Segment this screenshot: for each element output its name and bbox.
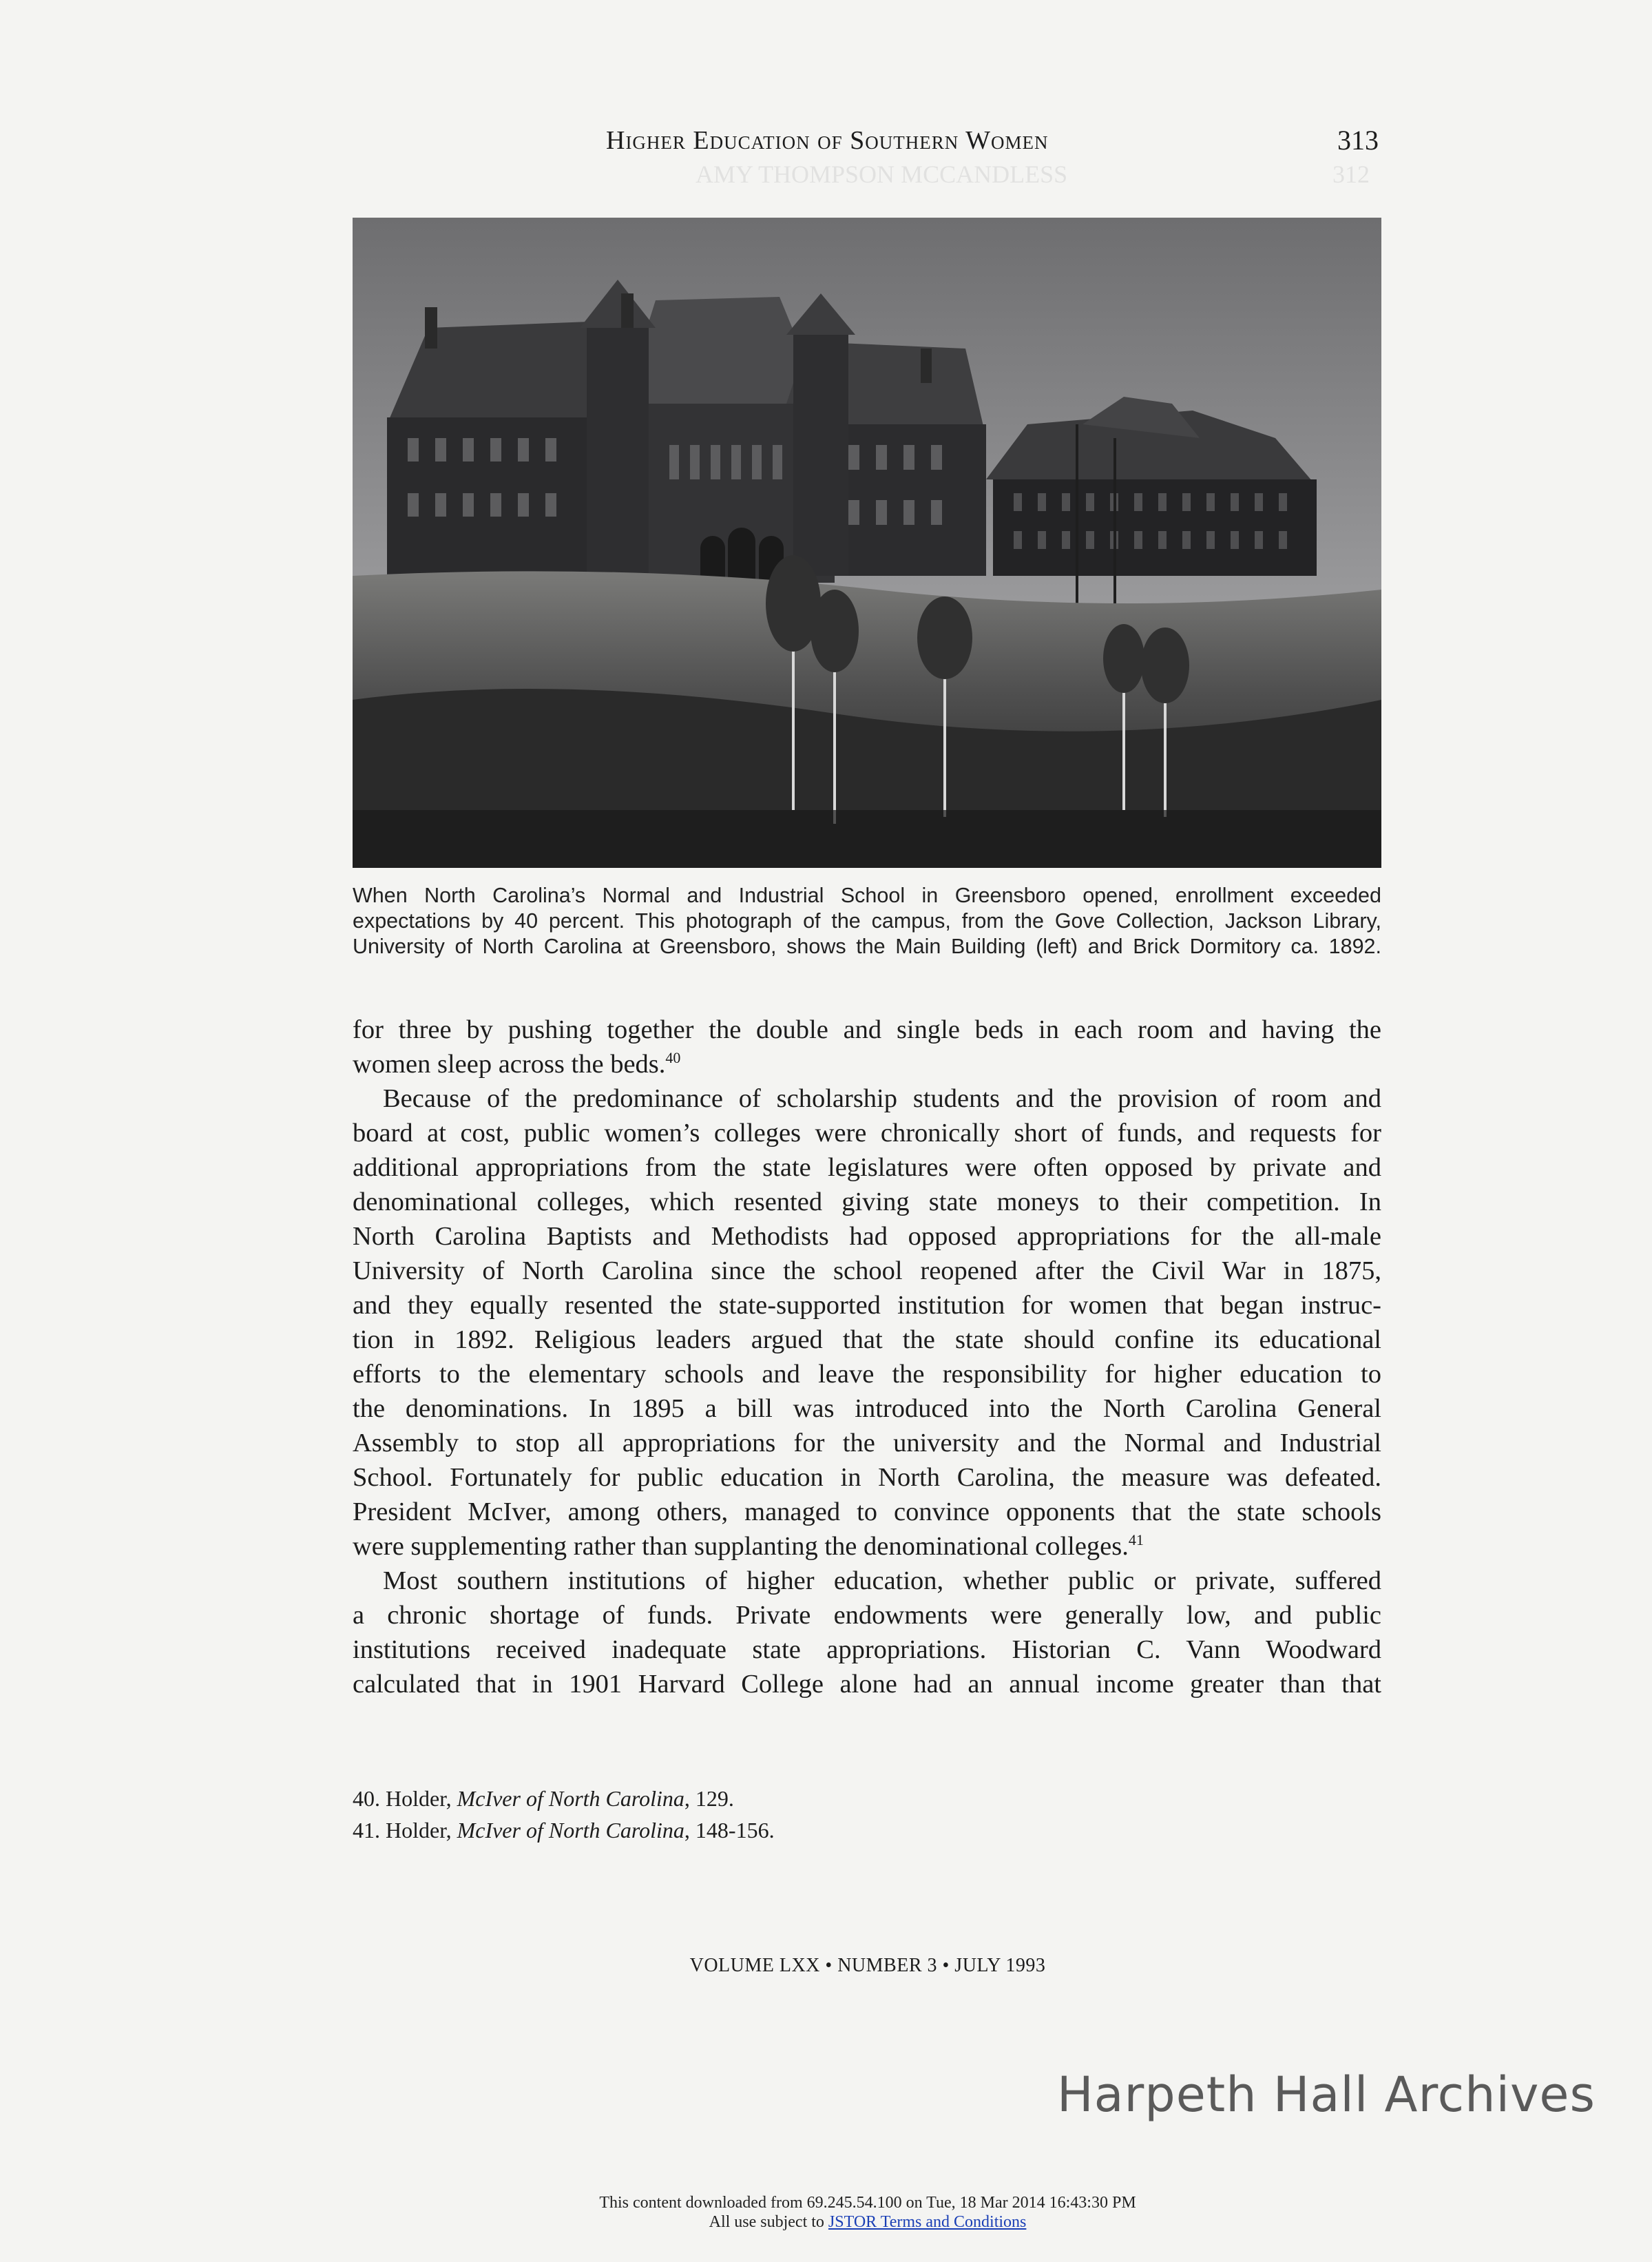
footnote-title: McIver of North Carolina	[457, 1818, 684, 1843]
body-line: Assembly to stop all appropriations for the university and the Normal and Industrial	[353, 1429, 1381, 1457]
body-line: the denominations. In 1895 a bill was introduced into the North Carolina General	[353, 1394, 1381, 1423]
body-line-text: were supplementing rather than supplanting the denominational colleges.	[353, 1532, 1129, 1561]
body-line	[353, 1047, 1381, 1081]
terms-link[interactable]: JSTOR Terms and Conditions	[828, 2213, 1027, 2231]
footnote	[353, 1783, 1381, 1814]
body-line: Because of the predominance of scholarship students and the provision of room and	[383, 1084, 1381, 1113]
footnote	[353, 1814, 1381, 1846]
body-line: denominational colleges, which resented giving state moneys to their competition. In	[353, 1187, 1381, 1216]
bleed-through-text: 312	[1332, 160, 1370, 188]
body-line: a chronic shortage of funds. Private endowments were generally low, and public	[353, 1601, 1381, 1630]
footnote-tail: , 129.	[684, 1786, 734, 1811]
body-line: President McIver, among others, managed to convince opponents that the state schools	[353, 1497, 1381, 1526]
download-notice: This content downloaded from 69.245.54.100 on Tue, 18 Mar 2014 16:43:30 PM	[599, 2194, 1136, 2212]
caption-line: expectations by 40 percent. This photograph of the campus, from the Gove Collection, Jackson Library,	[353, 909, 1381, 933]
jstor-notice	[0, 2193, 1652, 2232]
footnote-ref: 41	[1128, 1531, 1144, 1549]
page-number: 313	[1337, 125, 1379, 156]
footnote-title: McIver of North Carolina	[457, 1786, 684, 1811]
caption-line: When North Carolina’s Normal and Industrial School in Greensboro opened, enrollment exceeded	[353, 884, 1381, 907]
campus-photo	[353, 218, 1381, 868]
body-line: institutions received inadequate state appropriations. Historian C. Vann Woodward	[353, 1635, 1381, 1664]
bleed-through-text: AMY THOMPSON MCCANDLESS	[696, 160, 1068, 188]
body-line: for three by pushing together the double and single beds in each room and having the	[353, 1015, 1381, 1044]
campus-buildings-photo-icon	[353, 218, 1381, 868]
volume-issue-line: VOLUME LXX • NUMBER 3 • JULY 1993	[689, 1955, 1046, 1976]
body-line: calculated that in 1901 Harvard College alone had an annual income greater than that	[353, 1670, 1381, 1699]
body-line: efforts to the elementary schools and leave the responsibility for higher education to	[353, 1360, 1381, 1389]
footnote-lead: 40. Holder,	[353, 1786, 457, 1811]
body-line: University of North Carolina since the school reopened after the Civil War in 1875,	[353, 1256, 1381, 1285]
terms-notice	[0, 2212, 1652, 2232]
body-line: School. Fortunately for public education in North Carolina, the measure was defeated.	[353, 1463, 1381, 1492]
terms-prefix: All use subject to	[709, 2213, 828, 2231]
body-line: tion in 1892. Religious leaders argued that the state should confine its educational	[353, 1325, 1381, 1354]
body-line: North Carolina Baptists and Methodists had opposed appropriations for the all-male	[353, 1222, 1381, 1251]
photo-caption	[353, 883, 1381, 959]
archive-watermark: Harpeth Hall Archives	[1057, 2066, 1596, 2123]
body-line: and they equally resented the state-supported institution for women that began instruc-	[353, 1291, 1381, 1320]
footnote-tail: , 148-156.	[684, 1818, 775, 1843]
body-line: board at cost, public women’s colleges were chronically short of funds, and requests for	[353, 1119, 1381, 1148]
body-line: additional appropriations from the state legislatures were often opposed by private and	[353, 1153, 1381, 1182]
running-head: Higher Education of Southern Women	[606, 126, 1049, 155]
footnote-ref: 40	[665, 1049, 681, 1067]
caption-line: University of North Carolina at Greensboro, shows the Main Building (left) and Brick Dormitory ca. 1892.	[353, 935, 1381, 958]
body-line-text: women sleep across the beds.	[353, 1050, 666, 1079]
body-line	[353, 1529, 1381, 1564]
footnote-lead: 41. Holder,	[353, 1818, 457, 1843]
body-text	[353, 1013, 1381, 1701]
body-line: Most southern institutions of higher education, whether public or private, suffered	[383, 1566, 1381, 1595]
footnotes	[353, 1783, 1381, 1846]
